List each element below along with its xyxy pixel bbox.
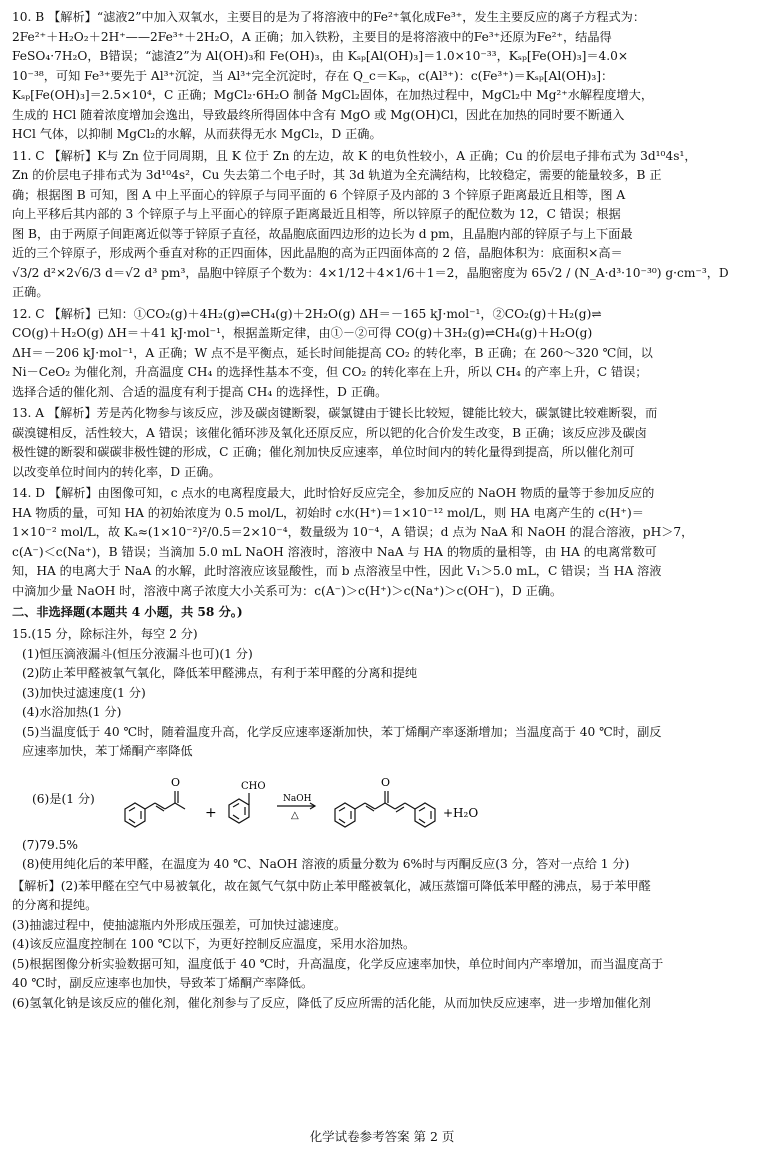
text-line: (5)根据图像分析实验数据可知，温度低于 40 ℃时，升高温度，化学反应速率加快，单位时间内产率增加，而当温度高于 [12,956,664,971]
question-15-heading: 15.(15 分，除标注外，每空 2 分) [12,626,198,641]
text-line: (3)抽滤过程中，使抽滤瓶内外形成压强差，可加快过滤速度。 [12,917,347,932]
question-15-answers [12,625,750,875]
text-line: FeSO₄·7H₂O，B错误；“滤渣2”为 Al(OH)₃和 Fe(OH)₃，由 Kₛₚ[Al(OH)₃]＝1.0×10⁻³³，Kₛₚ[Fe(OH)₃]＝4.0× [12,49,629,64]
question-13-explanation [12,404,750,482]
text-line: 的分离和提纯。 [12,898,98,913]
answer-5-cont: 应速率加快，苯丁烯酮产率降低 [22,744,193,759]
text-line: c(A⁻)＜c(Na⁺)，B 错误；当滴加 5.0 mL NaOH 溶液时，溶液中 NaA 与 HA 的物质的量相等，由 HA 的电离常数可 [12,544,657,559]
answer-1: (1)恒压滴液漏斗(恒压分液漏斗也可)(1 分) [22,646,253,661]
ketone-oxygen-label: O [170,775,180,789]
product-oxygen-label: O [380,775,390,789]
answer-2: (2)防止苯甲醛被氧气氧化，降低苯甲醛沸点，有利于苯甲醛的分离和提纯 [22,666,418,681]
water-byproduct: +H₂O [442,805,478,820]
text-line: 图 B，由于两原子间距离近似等于锌原子直径，故晶胞底面四边形的边长为 d pm，且晶胞内部的锌原子与上下面最 [12,226,633,241]
formula-line: √3/2 d²×2√6/3 d＝√2 d³ pm³，晶胞中锌原子个数为：4×1/12＋4×1/6＋1＝2，晶胞密度为 65√2 / (N_A·d³·10⁻³⁰) g·cm⁻³，D [12,265,729,280]
question-12-explanation [12,305,750,403]
heating-condition-label: △ [290,809,299,821]
text-line: 极性键的断裂和碳碳非极性键的形成，C 正确；催化剂加快反应速率，单位时间内的转化量得到提高，所以催化剂可 [12,445,635,460]
answer-6: (6)是(1 分) [32,791,95,806]
text-line: 2Fe²⁺＋H₂O₂＋2H⁺——2Fe³⁺＋2H₂O，A 正确；加入铁粉，主要目的是将溶液中的Fe³⁺还原为Fe²⁺，结晶得 [12,29,612,44]
text-line: 10. B 【解析】“滤液2”中加入双氧水，主要目的是为了将溶液中的Fe²⁺氧化成Fe³⁺，发生主要反应的离子方程式为： [12,10,646,24]
text-line: 12. C 【解析】已知：①CO₂(g)＋4H₂(g)⇌CH₄(g)＋2H₂O(g) ΔH＝－165 kJ·mol⁻¹，②CO₂(g)＋H₂(g)⇌ [12,306,602,321]
answer-8: (8)使用纯化后的苯甲醛，在温度为 40 ℃、NaOH 溶液的质量分数为 6%时与丙酮反应(3 分，答对一点给 1 分) [22,857,630,872]
question-14-explanation [12,484,750,601]
text-line: (6)氢氧化钠是该反应的催化剂，催化剂参与了反应，降低了反应所需的活化能，从而加快反应速率，进一步增加催化剂 [12,995,651,1010]
text-line: CO(g)＋H₂O(g) ΔH＝＋41 kJ·mol⁻¹，根据盖斯定律，由①－②可得 CO(g)＋3H₂(g)⇌CH₄(g)＋H₂O(g) [12,326,593,341]
text-line: 碳溴键相反，活性较大，A 错误；该催化循环涉及氧化还原反应，所以钯的化合价发生改变，B 正确；该反应涉及碳卤 [12,425,647,440]
text-line: Zn 的价层电子排布式为 3d¹⁰4s²，Cu 失去第二个电子时，其 3d 轨道为全充满结构，比较稳定，需要的能量较多，B 正 [12,168,662,183]
text-line: 14. D 【解析】由图像可知，c 点水的电离程度最大，此时恰好反应完全，参加反应的 NaOH 物质的量等于参加反应的 [12,486,655,501]
section-heading: 二、非选择题(本题共 4 小题，共 58 分。) [12,605,243,620]
product-dibenzalacetone-structure [335,791,435,827]
text-line: Kₛₚ[Fe(OH)₃]＝2.5×10⁴，C 正确；MgCl₂·6H₂O 制备 MgCl₂固体，在加热过程中，MgCl₂中 Mg²⁺水解程度增大， [12,88,654,103]
text-line: 中滴加少量 NaOH 时，溶液中离子浓度大小关系可为：c(A⁻)＞c(H⁺)＞c(Na⁺)＞c(OH⁻)，D 正确。 [12,583,563,598]
text-line: 选择合适的催化剂、合适的温度有利于提高 CH₄ 的选择性，D 正确。 [12,384,388,399]
question-15-explanation [12,877,750,1014]
question-10-explanation [12,8,750,145]
answer-3: (3)加快过滤速度(1 分) [22,685,146,700]
text-line: Ni－CeO₂ 为催化剂，升高温度 CH₄ 的选择性基本不变，但 CO₂ 的转化率在上升，所以 CH₄ 的产率上升，C 错误； [12,365,648,380]
reaction-scheme-svg [105,769,665,831]
text-line: 40 ℃时，副反应速率也加快，导致苯丁烯酮产率降低。 [12,976,314,991]
text-line: 生成的 HCl 随着浓度增加会逸出，导致最终所得固体中含有 MgO 或 Mg(OH)Cl，因此在加热的同时要不断通入 [12,107,625,122]
aldehyde-group-label: CHO [240,780,266,792]
text-line: 正确。 [12,285,49,300]
reaction-equation [32,768,750,832]
text-line: 10⁻³⁸，可知 Fe³⁺要先于 Al³⁺沉淀，当 Al³⁺完全沉淀时，存在 Q_c＝Kₛₚ，c(Al³⁺)：c(Fe³⁺)＝Kₛₚ[Al(OH)₃]： [12,68,614,83]
text-line: 11. C 【解析】K与 Zn 位于同周期，且 K 位于 Zn 的左边，故 K 的电负性较小，A 正确；Cu 的价层电子排布式为 3d¹⁰4s¹， [12,148,697,163]
text-line: (4)该反应温度控制在 100 ℃以下，为更好控制反应温度，采用水浴加热。 [12,937,416,952]
page-footer: 化学试卷参考答案 第 2 页 [309,1129,455,1144]
catalyst-label: NaOH [282,793,312,804]
text-line: 以改变单位时间内的转化率，D 正确。 [12,464,221,479]
text-line: 近的三个锌原子，形成两个垂直对称的正四面体，因此晶胞的高为正四面体高的 2 倍，晶胞体积为：底面积×高＝ [12,246,623,261]
answer-5: (5)当温度低于 40 ℃时，随着温度升高，化学反应速率逐渐加快，苯丁烯酮产率逐渐增加；当温度高于 40 ℃时，副反 [22,724,662,739]
answer-4: (4)水浴加热(1 分) [22,705,122,720]
reactant-benzalacetone-structure [125,791,185,827]
text-line: HA 物质的量，可知 HA 的初始浓度为 0.5 mol/L，初始时 c水(H⁺)＝1×10⁻¹² mol/L，则 HA 电离产生的 c(H⁺)＝ [12,505,644,520]
answer-7: (7)79.5% [22,837,78,852]
plus-sign: + [204,804,217,821]
text-line: 13. A 【解析】芳是芮化物参与该反应，涉及碳卤键断裂，碳氯键由于键长比较短，键能比较大，碳氯键比较难断裂，而 [12,406,658,421]
question-11-explanation [12,147,750,303]
reactant-benzaldehyde-structure [229,793,249,823]
text-line: 确；根据图 B 可知，图 A 中上平面心的锌原子与同平面的 6 个锌原子及内部的 3 个锌原子距离最近且相等，图 A [12,187,626,202]
text-line: 知，HA 的电离大于 NaA 的水解，此时溶液应该显酸性，而 b 点溶液呈中性，因此 V₁＞5.0 mL，C 错误；当 HA 溶液 [12,564,662,579]
text-line: HCl 气体，以抑制 MgCl₂的水解，从而获得无水 MgCl₂，D 正确。 [12,127,382,142]
formula-line: 1×10⁻² mol/L，故 Kₐ≈(1×10⁻²)²/0.5＝2×10⁻⁴，数量级为 10⁻⁴，A 错误；d 点为 NaA 和 NaOH 的混合溶液，pH＞7， [12,525,694,540]
text-line: ΔH＝－206 kJ·mol⁻¹，A 正确；W 点不是平衡点，延长时间能提高 CO₂ 的转化率，B 正确；在 260～320 ℃间，以 [12,345,653,360]
text-line: 向上平移后其内部的 3 个锌原子与上平面心的锌原子距离最近且相等，所以锌原子的配位数为 12，C 错误；根据 [12,207,621,222]
text-line: 【解析】(2)苯甲醛在空气中易被氧化，故在氮气气氛中防止苯甲醛被氧化，减压蒸馏可降低苯甲醛的沸点，易于苯甲醛 [12,878,651,893]
